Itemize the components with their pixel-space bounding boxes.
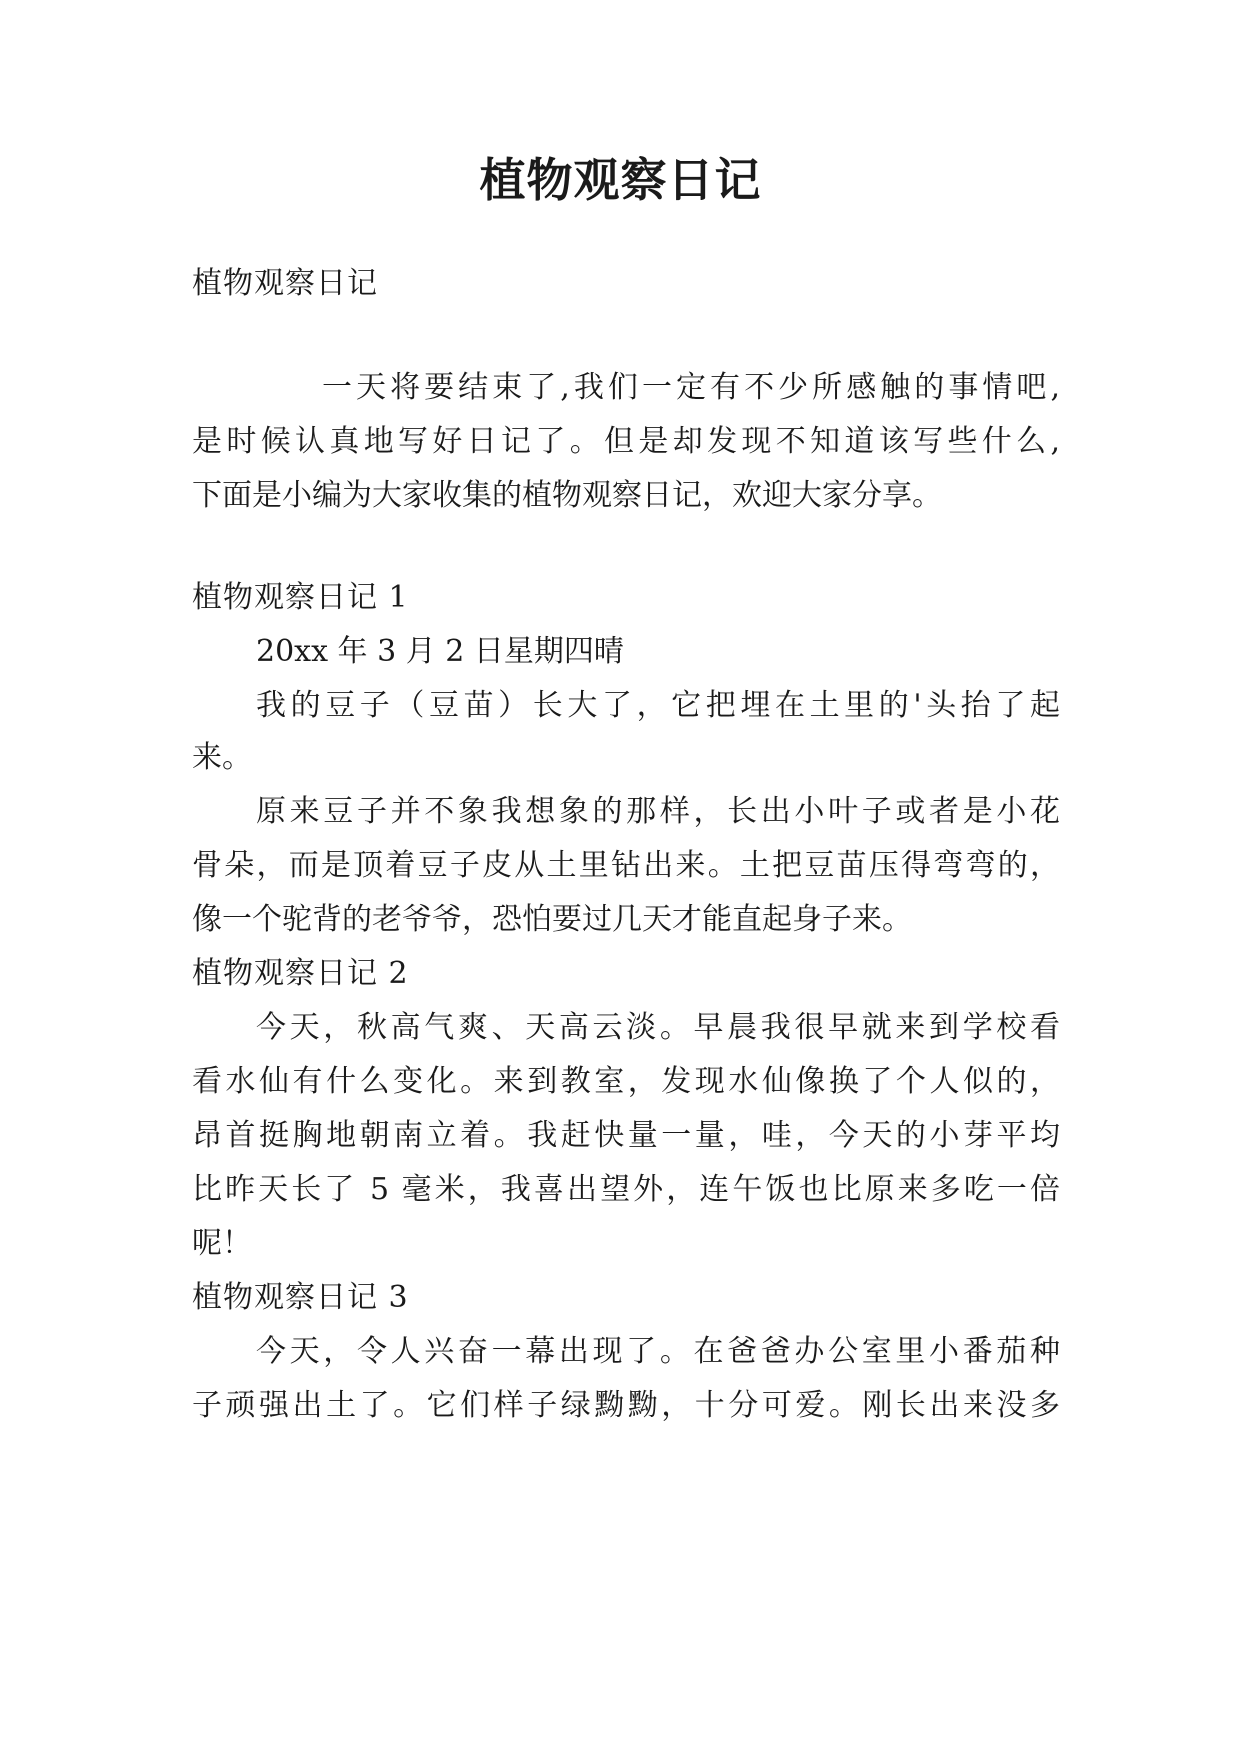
entry-heading: 植物观察日记 1 [192,580,409,615]
paragraph-line: 呢！ [192,1226,252,1261]
paragraph-line: 今天，秋高气爽、天高云淡。早晨我很早就来到学校看 [256,1010,1060,1045]
entry-heading: 植物观察日记 3 [192,1280,409,1315]
paragraph-line: 骨朵，而是顶着豆子皮从土里钻出来。土把豆苗压得弯弯的， [192,848,1060,883]
paragraph-line: 子顽强出土了。它们样子绿黝黝，十分可爱。刚长出来没多 [192,1388,1060,1423]
subtitle: 植物观察日记 [192,266,378,301]
paragraph-line: 我的豆子（豆苗）长大了，它把埋在土里的'头抬了起 [256,688,1060,723]
paragraph-line: 昂首挺胸地朝南立着。我赶快量一量，哇，今天的小芽平均 [192,1118,1060,1153]
entry-date: 20xx 年 3 月 2 日星期四晴 [256,634,624,669]
intro-line: 是时候认真地写好日记了。但是却发现不知道该写些什么, [192,424,1060,459]
document-title: 植物观察日记 [479,153,762,207]
paragraph-line: 原来豆子并不象我想象的那样，长出小叶子或者是小花 [256,794,1060,829]
paragraph-line: 看水仙有什么变化。来到教室，发现水仙像换了个人似的， [192,1064,1060,1099]
paragraph-line: 像一个驼背的老爷爷，恐怕要过几天才能直起身子来。 [192,902,912,937]
paragraph-line: 来。 [192,740,252,775]
paragraph-line: 比昨天长了 5 毫米，我喜出望外，连午饭也比原来多吃一倍 [192,1172,1060,1207]
paragraph-line: 今天，令人兴奋一幕出现了。在爸爸办公室里小番茄种 [256,1334,1060,1369]
intro-line: 下面是小编为大家收集的植物观察日记，欢迎大家分享。 [192,478,942,513]
intro-line: 一天将要结束了,我们一定有不少所感触的事情吧, [322,370,1060,405]
entry-heading: 植物观察日记 2 [192,956,409,991]
